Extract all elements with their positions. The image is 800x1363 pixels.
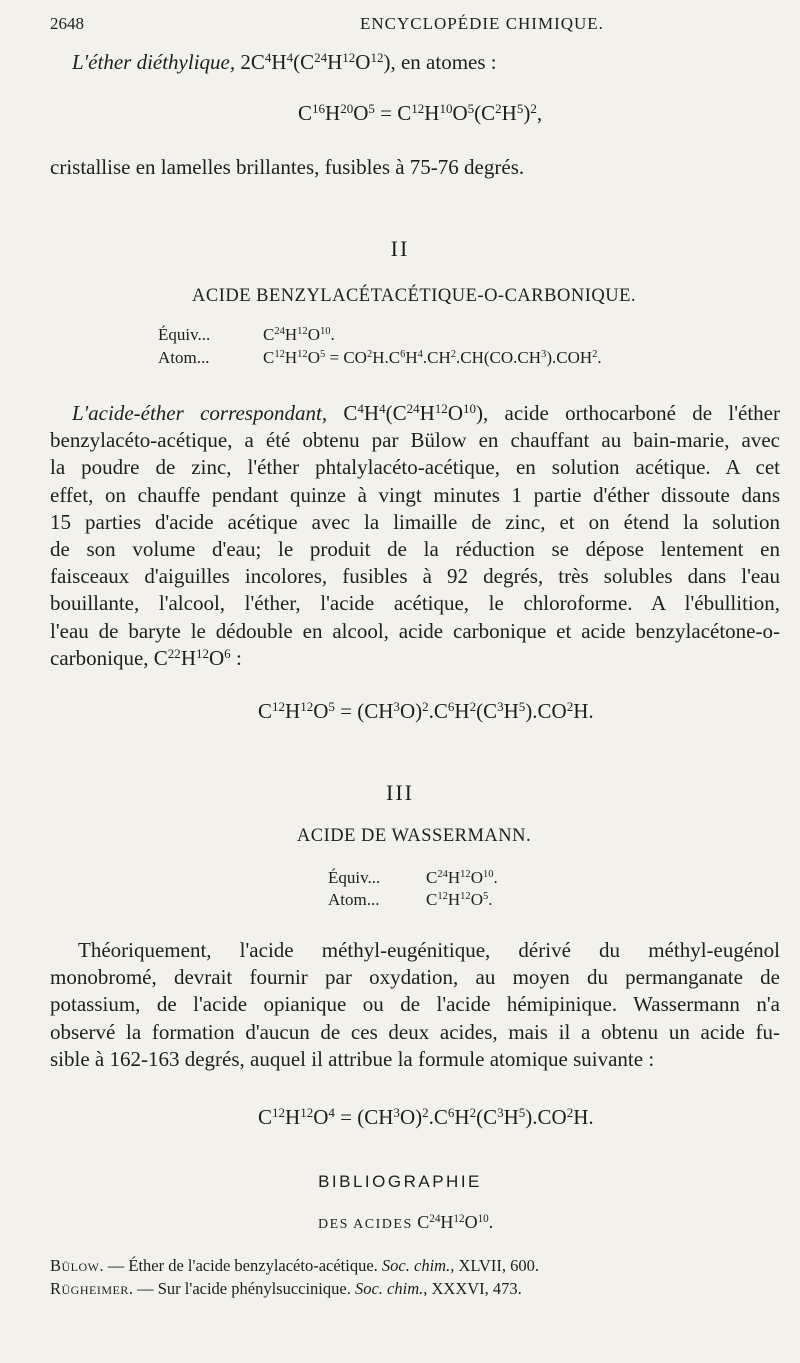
section-3-title: ACIDE DE WASSERMANN. <box>296 826 532 846</box>
ether-description: cristallise en lamelles brillantes, fusibles à 75-76 degrés. <box>50 155 525 179</box>
section-2-number: II <box>390 236 410 261</box>
section-3-equiv-row <box>328 868 498 888</box>
bibliography-heading: BIBLIOGRAPHIE <box>318 1172 482 1191</box>
equiv-formula: $C^{24}H^{12}O^{10}$. <box>263 325 335 344</box>
ether-intro <box>72 50 497 75</box>
equiv-label: Équiv... <box>328 868 381 887</box>
running-title: ENCYCLOPÉDIE CHIMIQUE. <box>360 14 604 33</box>
atom-label: Atom... <box>328 890 380 909</box>
paragraph-line: observé la formation d'aucun de ces deux acides, mais il a obtenu un acide fu- <box>50 1019 780 1044</box>
section-2-title: ACIDE BENZYLACÉTACÉTIQUE-O-CARBONIQUE. <box>192 286 636 306</box>
equiv-label: Équiv... <box>158 325 211 344</box>
paragraph-line: l'eau de baryte le dédouble en alcool, acide carbonique et acide benzylacétone-o- <box>50 618 780 643</box>
paragraph-line: carbonique, $C^{22}H^{12}O^6$ : <box>50 645 242 670</box>
paragraph-line: la poudre de zinc, l'éther phtalylacéto-acétique, en solution acétique. A cet <box>50 455 780 480</box>
paragraph-line: bouillante, l'alcool, l'éther, l'acide acétique, le chloroforme. A l'ébullition, <box>50 591 780 616</box>
atom-label: Atom... <box>158 348 210 367</box>
atom-formula: $C^{12}H^{12}O^5 = CO^2H.C^6H^4.CH^2.CH(CO.CH^3).COH^2$. <box>263 348 602 367</box>
section-3-paragraph <box>50 937 780 1073</box>
page-number: 2648 <box>50 14 84 33</box>
ether-intro-formula: $2C^4H^4(C^{24}H^{12}O^{12})$, en atomes : <box>240 49 497 74</box>
section-3-number: III <box>386 780 414 805</box>
section-2-paragraph <box>50 400 780 672</box>
section-2-atom-row <box>158 348 602 368</box>
section-2-final-formula: $C^{12}H^{12}O^5 = (CH^3O)^2.C^6H^2(C^3H^5).CO^2H$. <box>258 698 594 723</box>
paragraph-line: monobromé, devrait fournir par oxydation, au moyen du permanganate de <box>50 965 780 990</box>
running-header <box>50 14 776 42</box>
section-3-final-formula: $C^{12}H^{12}O^4 = (CH^3O)^2.C^6H^2(C^3H^5).CO^2H$. <box>258 1104 594 1129</box>
paragraph-line: Théoriquement, l'acide méthyl-eugénitique, dérivé du méthyl-eugénol <box>78 938 780 962</box>
section-2-equiv-row <box>158 325 335 345</box>
paragraph-line: potassium, de l'acide opianique ou de l'acide hémipinique. Wassermann n'a <box>50 992 780 1017</box>
paragraph-line: benzylacéto-acétique, a été obtenu par Bülow en chauffant au bain-marie, avec <box>50 428 780 453</box>
ether-intro-italic: L'éther diéthylique, <box>72 50 236 74</box>
paragraph-line: sible à 162-163 degrés, auquel il attribue la formule atomique suivante : <box>50 1046 655 1071</box>
paragraph-line: L'acide-éther correspondant, $C^4H^4(C^{24}H^{12}O^{10})$, acide orthocarboné de l'éther <box>72 400 780 425</box>
bibliography-subheading: DES ACIDES $C^{24}H^{12}O^{10}$. <box>318 1212 494 1232</box>
bibliography-ref: Rügheimer. — Sur l'acide phénylsuccinique. Soc. chim., XXXVI, 473. <box>50 1279 522 1298</box>
section-3-atom-row <box>328 890 492 910</box>
paragraph-line: de son volume d'eau; le produit de la réduction se dépose lentement en <box>50 537 780 562</box>
paragraph-line: effet, on chauffe pendant quinze à vingt minutes 1 partie d'éther dissoute dans <box>50 482 780 507</box>
bibliography-ref: Bülow. — Éther de l'acide benzylacéto-acétique. Soc. chim., XLVII, 600. <box>50 1256 539 1275</box>
atom-formula: $C^{12}H^{12}O^5$. <box>426 890 493 909</box>
equiv-formula: $C^{24}H^{12}O^{10}$. <box>426 868 498 887</box>
paragraph-line: 15 parties d'acide acétique avec la limaille de zinc, et on étend la solution <box>50 509 780 534</box>
ether-atom-formula: $C^{16}H^{20}O^5 = C^{12}H^{10}O^5(C^2H^5)^2$, <box>298 100 543 125</box>
paragraph-line: faisceaux d'aiguilles incolores, fusibles à 92 degrés, très solubles dans l'eau <box>50 564 780 589</box>
